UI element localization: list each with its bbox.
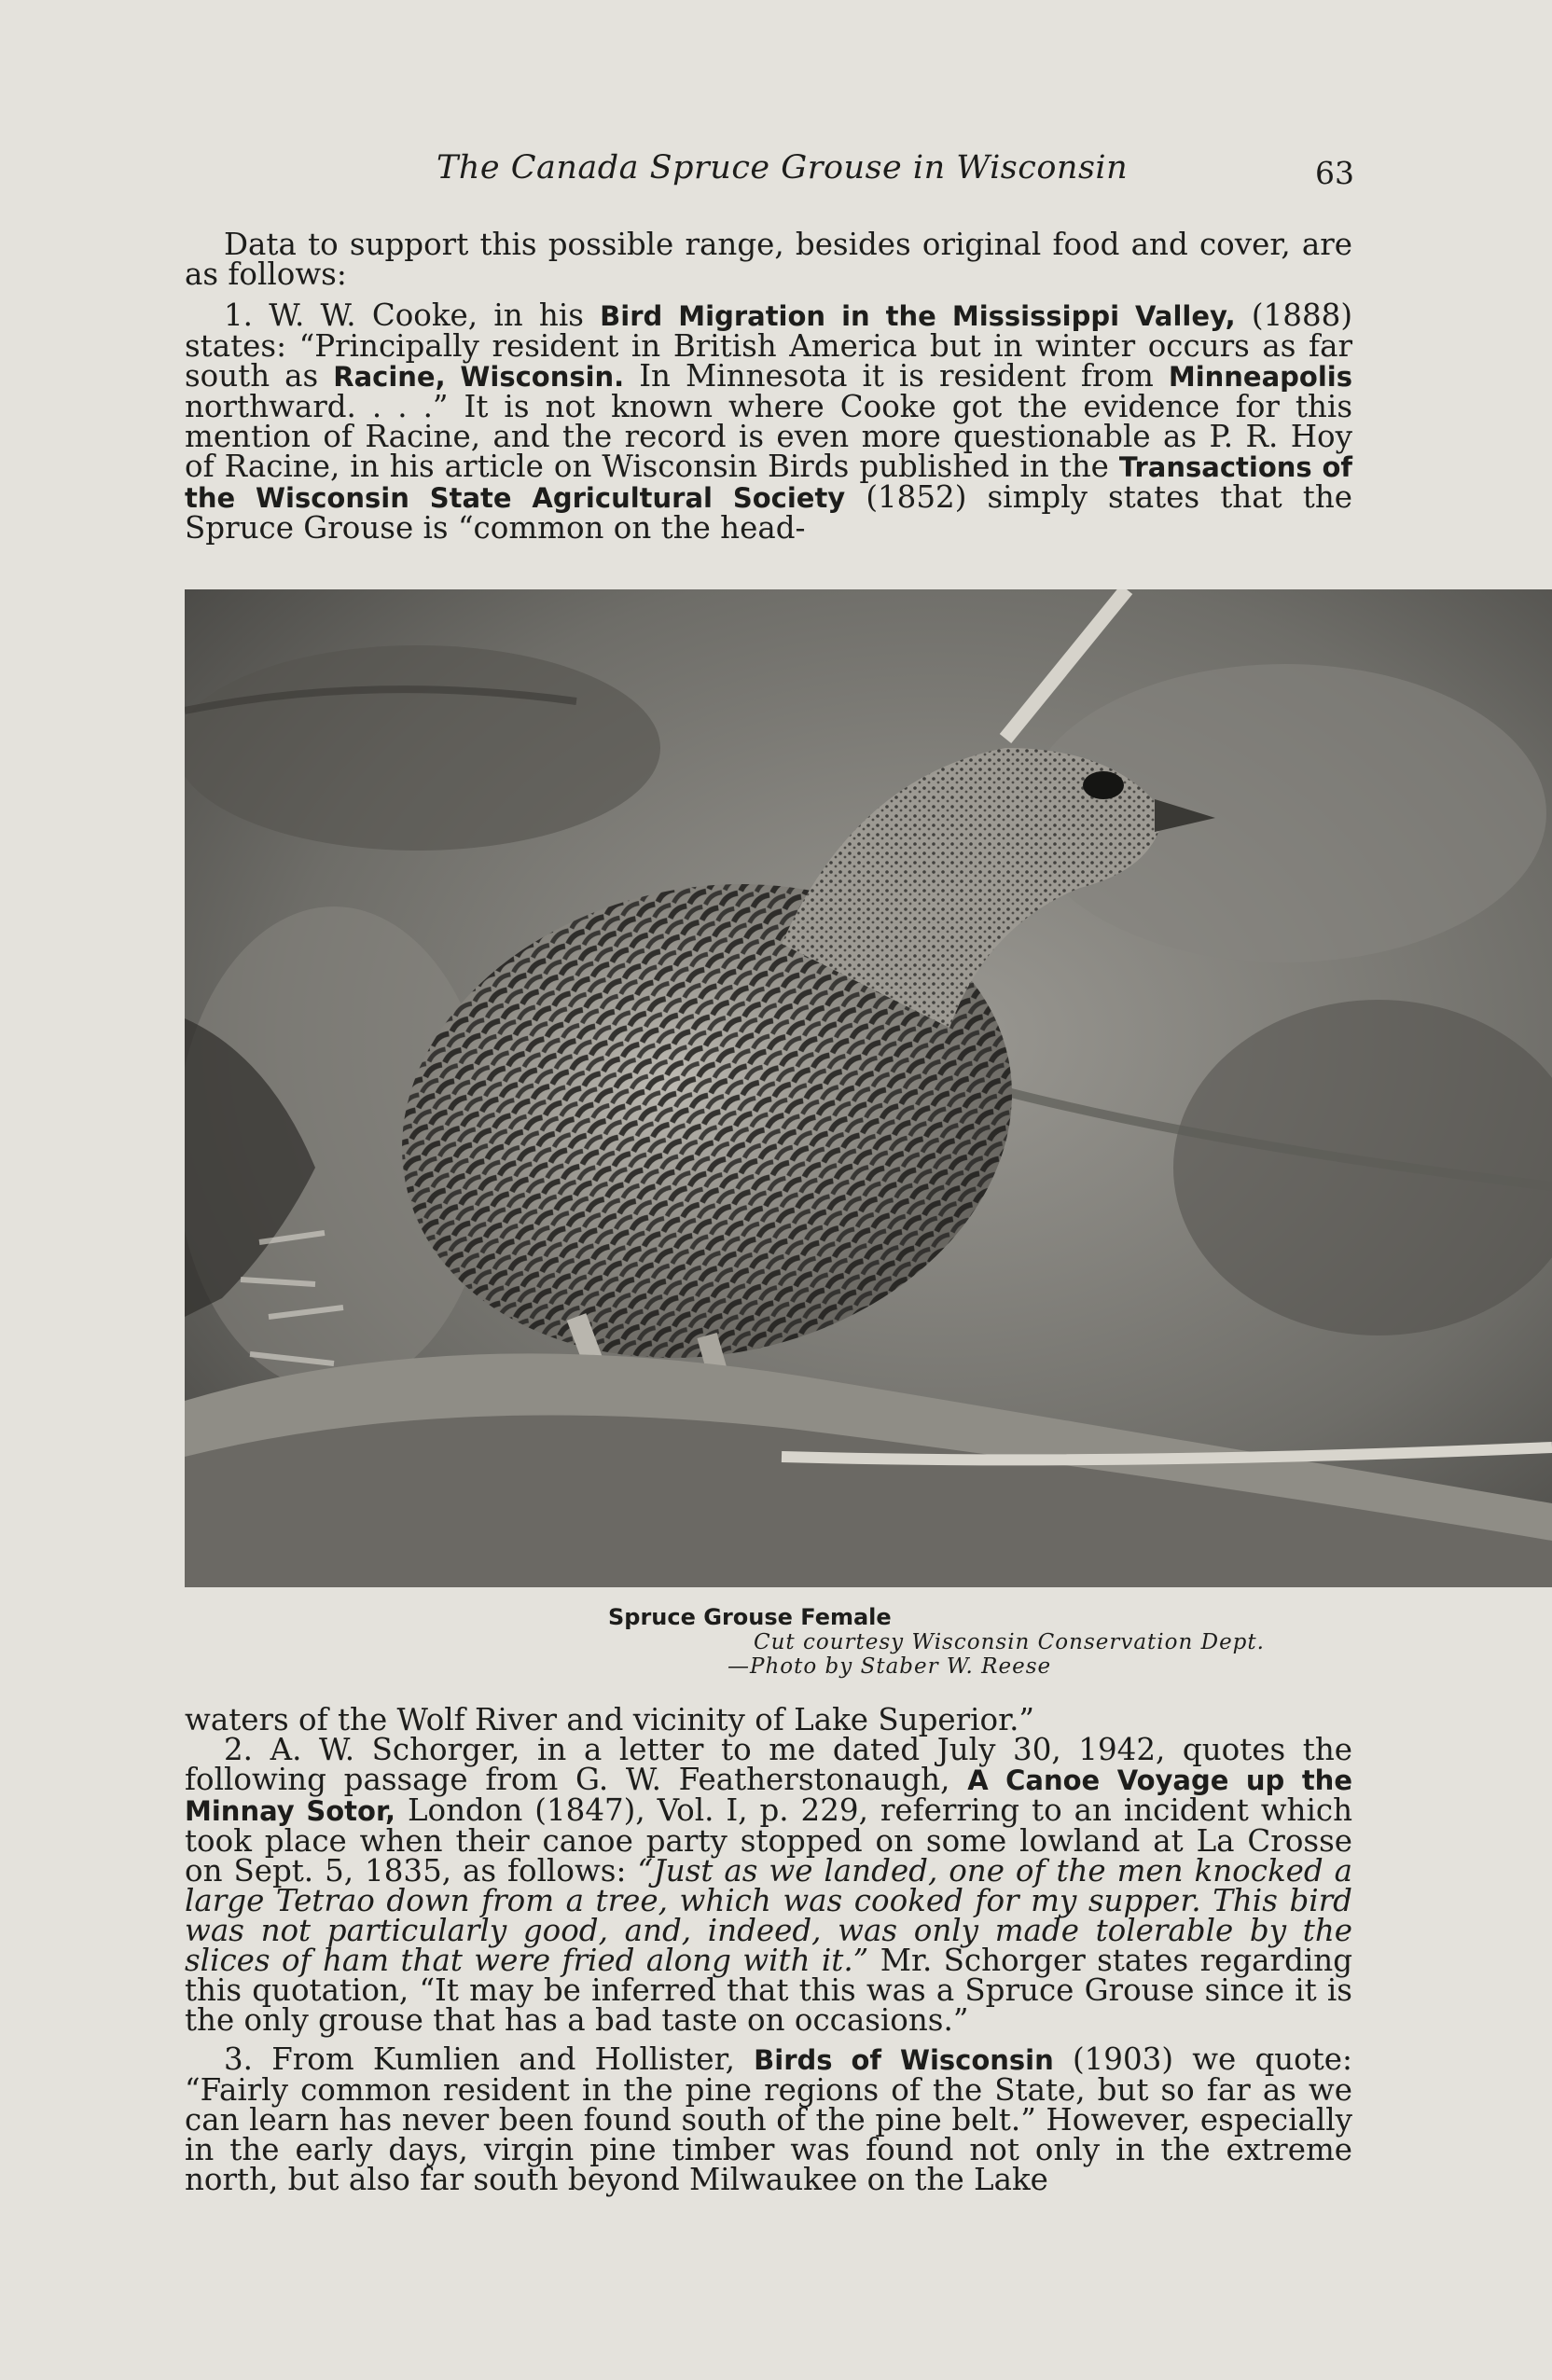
item-2-text: Mr. Schorger states regarding this quotation, “It may be inferred that this was a Spruce Grouse since it is the only grouse that has a bad taste on occasions.” [185,1943,1353,2038]
item-3-text: 3. From Kumlien and Hollister, [224,2041,755,2077]
page-number: 63 [1315,155,1354,191]
item-1-text: (1852) simply states that the Spruce Grouse is “common on the head- [185,479,1352,546]
item-1-place-minneapolis: Minneapolis [1168,361,1352,393]
item-2-text: 2. A. W. Schorger, in a letter to me dated July 30, 1942, quotes the following passage from G. W. Featherstonaugh, [185,1732,1352,1797]
item-3-paragraph [185,2041,1352,2197]
running-title: The Canada Spruce Grouse in Wisconsin [436,149,1129,187]
caption-title: Spruce Grouse Female [608,1604,892,1630]
item-1-text: northward. . . .” It is not known where Cooke got the evidence for this mention of Racine, and the record is even more questionable as P. R. Hoy of Racine, in his article on Wisconsin Birds published in the [185,389,1352,484]
item-1-journal-title: Transactions of the Wisconsin State Agricultural Society [185,451,1352,514]
item-1-text: In Minnesota it is resident from [624,358,1169,394]
item-1-book-title: Bird Migration in the Mississippi Valley, [600,300,1236,332]
text-block-top [185,227,1352,546]
item-1-place-racine: Racine, Wisconsin. [333,361,625,393]
item-1-text: (1888) states: “Principally resident in British America but in winter occurs as far south as [185,298,1352,394]
spruce-grouse-illustration [185,589,1552,1587]
figure-caption [0,1604,1552,1697]
item-2-book-title: A Canoe Voyage up the Minnay Sotor, [185,1764,1352,1827]
text-block-bottom [185,1702,1353,2197]
caption-credit: Cut courtesy Wisconsin Conservation Dept. [754,1630,1265,1654]
item-2-paragraph [185,1732,1353,2038]
item-3-text: (1903) we quote: “Fairly common resident in the pine regions of the State, but so far as we can learn has never been found south of the pine belt.” However, especially in the early days, virgin pine timber was found not only in the extreme north, but also far south beyond Milwaukee on the Lake [185,2041,1352,2197]
item-2-quote: “Just as we landed, one of the men knocked a large Tetrao down from a tree, which was cooked for my supper. This bird was not particularly good, and, indeed, was only made tolerable by the slices of ham that were fried along with it.” [185,1853,1352,1978]
item-3-book-title: Birds of Wisconsin [754,2044,1054,2076]
spruce-grouse-photo [185,589,1552,1587]
running-head [0,149,1552,190]
intro-paragraph: Data to support this possible range, besides original food and cover, are as follows: [185,227,1352,292]
item-1-text: 1. W. W. Cooke, in his [224,298,601,333]
item-1-paragraph [185,298,1352,546]
item-2-text: London (1847), Vol. I, p. 229, referring to an incident which took place when their canoe party stopped on some lowland at La Crosse on Sept. 5, 1835, as follows: [185,1792,1352,1889]
continuation-paragraph: waters of the Wolf River and vicinity of Lake Superior.” [185,1702,1035,1737]
caption-photo-credit: —Photo by Staber W. Reese [728,1654,1052,1679]
